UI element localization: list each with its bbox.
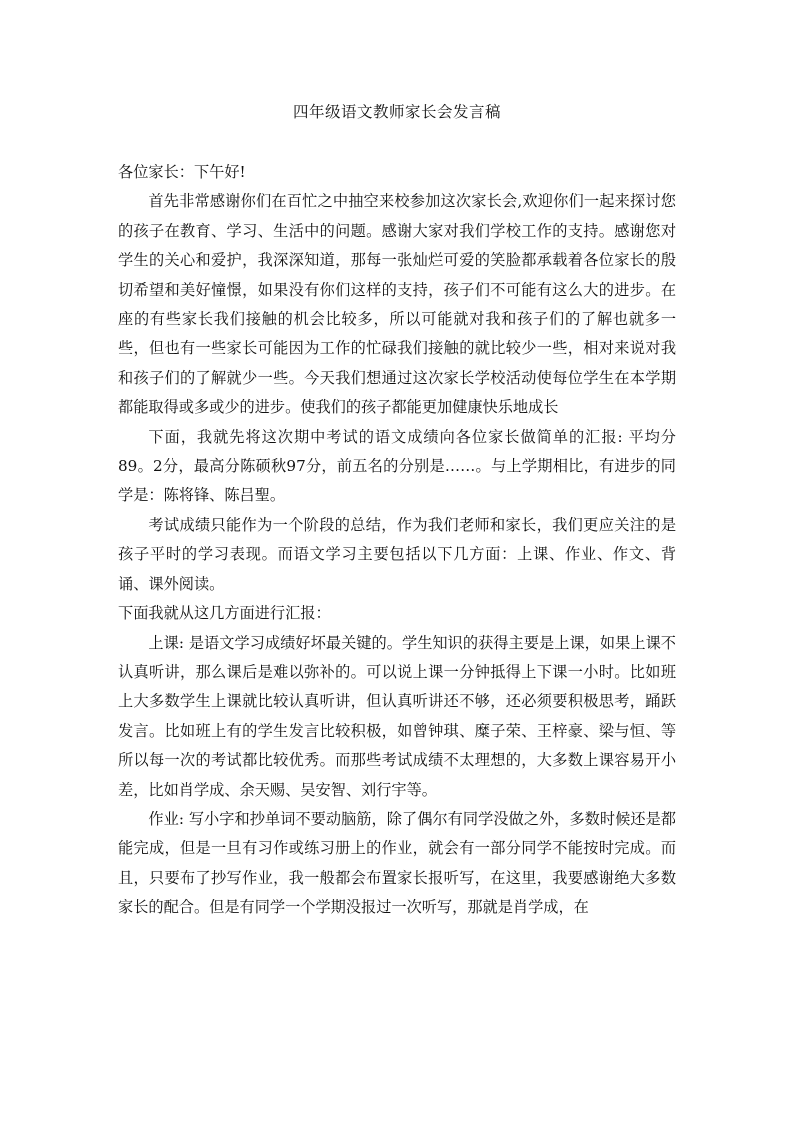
body-paragraph: 考试成绩只能作为一个阶段的总结，作为我们老师和家长，我们更应关注的是孩子平时的学习表现。而语文学习主要包括以下几方面：上课、作业、作文、背诵、课外阅读。: [118, 515, 676, 593]
body-paragraph: 上课: 是语文学习成绩好坏最关键的。学生知识的获得主要是上课，如果上课不认真听讲，那么课后是难以弥补的。可以说上课一分钟抵得上下课一小时。比如班上大多数学生上课就比较认真听讲，但认真听讲还不够，还必须要积极思考，踊跃发言。比如班上有的学生发言比较积极，如曾钟琪、糜子荣、王梓豪、梁与恒、等所以每一次的考试都比较优秀。而那些考试成绩不太理想的，大多数上课容易开小差，比如肖学成、余天赐、吴安智、刘行宇等。: [118, 633, 676, 799]
body-paragraph: 作业: 写小字和抄单词不要动脑筋，除了偶尔有同学没做之外，多数时候还是都能完成，但是一旦有习作或练习册上的作业，就会有一部分同学不能按时完成。而且，只要布了抄写作业，我一般都会布置家长报听写，在这里，我要感谢绝大多数家长的配合。但是有同学一个学期没报过一次听写，那就是肖学成，在: [118, 809, 676, 917]
document-body: [118, 158, 676, 923]
body-paragraph: 下面我就从这几方面进行汇报：: [118, 604, 331, 623]
body-paragraph: 首先非常感谢你们在百忙之中抽空来校参加这次家长会,欢迎你们一起来探讨您的孩子在教育、学习、生活中的问题。感谢大家对我们学校工作的支持。感谢您对学生的关心和爱护，我深深知道，那每一张灿烂可爱的笑脸都承载着各位家长的殷切希望和美好憧憬，如果没有你们这样的支持，孩子们不可能有这么大的进步。在座的有些家长我们接触的机会比较多，所以可能就对我和孩子们的了解也就多一些，但也有一些家长可能因为工作的忙碌我们接触的就比较少一些，相对来说对我和孩子们的了解就少一些。今天我们想通过这次家长学校活动使每位学生在本学期都能取得或多或少的进步。使我们的孩子都能更加健康快乐地成长: [118, 192, 676, 417]
document-title: 四年级语文教师家长会发言稿: [292, 103, 501, 121]
body-paragraph: 下面，我就先将这次期中考试的语文成绩向各位家长做简单的汇报: 平均分89。2分，最高分陈硕秋97分，前五名的分别是……。与上学期相比，有进步的同学是：陈将锋、陈吕聖。: [118, 427, 676, 505]
greeting-paragraph: 各位家长：下午好!: [118, 163, 246, 181]
